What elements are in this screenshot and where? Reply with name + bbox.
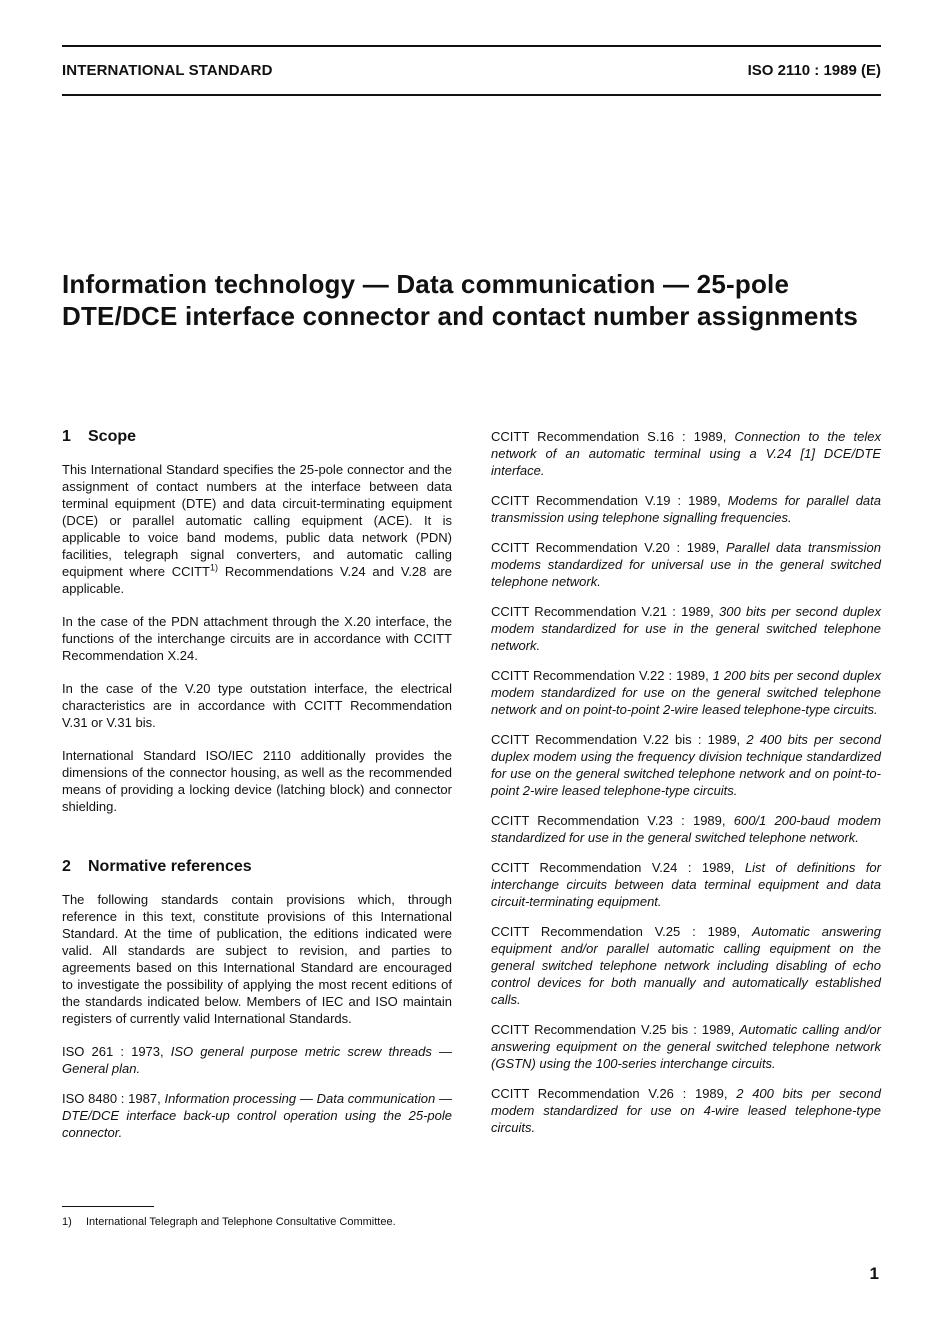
reference-title: Automatic calling and/or answering equipment on the general switched telephone network (GSTN) using the 100-series interchange circuits. <box>491 1022 881 1071</box>
reference-item <box>491 1021 881 1072</box>
reference-id: ISO 8480 : 1987, <box>62 1091 161 1106</box>
footnote-text: International Telegraph and Telephone Consultative Committee. <box>86 1216 396 1228</box>
scope-paragraph-1 <box>62 461 452 597</box>
normative-references-intro: The following standards contain provisions which, through reference in this text, constitute provisions of this International Standard. At the time of publication, the editions indicated were valid. All standards are subject to revision, and parties to agreements based on this International Standard are encouraged to investigate the possibility of applying the most recent editions of the standards indicated below. Members of IEC and ISO maintain registers of currently valid International Standards. <box>62 892 452 1026</box>
reference-title: 2 400 bits per second duplex modem using the frequency division technique standardized for use on the general switched telephone network and on point-to-point 2-wire leased telephone-type circuits. <box>491 732 882 798</box>
reference-title: Connection to the telex network of an automatic terminal using a V.24 [1] DCE/DTE interface. <box>491 429 881 478</box>
reference-item <box>62 1043 452 1077</box>
reference-id: CCITT Recommendation V.19 : 1989, <box>491 493 721 508</box>
right-column <box>491 428 881 1149</box>
reference-item <box>491 923 881 1008</box>
page-number: 1 <box>869 1264 879 1283</box>
reference-id: CCITT Recommendation S.16 : 1989, <box>491 429 727 444</box>
section-2-number: 2 <box>62 858 71 875</box>
reference-id: CCITT Recommendation V.21 : 1989, <box>491 604 714 619</box>
reference-item <box>491 492 881 526</box>
header-bottom-rule <box>62 94 881 96</box>
header-standard-label: INTERNATIONAL STANDARD <box>62 62 273 79</box>
footnote-separator <box>62 1206 154 1207</box>
reference-id: CCITT Recommendation V.22 bis : 1989, <box>491 732 741 747</box>
reference-title: 1 200 bits per second duplex modem standardized for use on the general switched telephone network and on point-to-point 2-wire leased telephone-type circuits. <box>491 668 881 717</box>
reference-title: 2 400 bits per second modem standardized for use on 4-wire leased telephone-type circuits. <box>491 1086 882 1135</box>
left-column <box>62 428 452 1154</box>
reference-title: Modems for parallel data transmission using telephone signalling frequencies. <box>491 493 882 525</box>
reference-item <box>491 428 881 479</box>
reference-id: CCITT Recommendation V.23 : 1989, <box>491 813 726 828</box>
scope-paragraph-2: In the case of the PDN attachment through the X.20 interface, the functions of the interchange circuits are in accordance with CCITT Recommendation X.24. <box>62 614 452 663</box>
reference-item <box>491 731 881 799</box>
section-1-number: 1 <box>62 428 71 445</box>
reference-title: 600/1 200-baud modem standardized for use in the general switched telephone network. <box>491 813 881 845</box>
section-2-title: Normative references <box>88 858 252 875</box>
reference-id: CCITT Recommendation V.25 : 1989, <box>491 924 741 939</box>
header-top-rule <box>62 45 881 47</box>
reference-item <box>491 1085 881 1136</box>
reference-id: CCITT Recommendation V.26 : 1989, <box>491 1086 728 1101</box>
document-title: Information technology — Data communication — 25-pole DTE/DCE interface connector and contact number assignments <box>62 269 859 331</box>
reference-id: CCITT Recommendation V.25 bis : 1989, <box>491 1022 735 1037</box>
footnote-reference-mark: 1) <box>210 562 219 573</box>
scope-p1-text: This International Standard specifies the 25-pole connector and the assignment of contact numbers at the interface between data terminal equipment (DTE) and data circuit-terminating equipment (DCE) or parallel automatic calling equipment (ACE). It is applicable to voice band modems, public data network (PDN) facilities, telegraph signal converters, and automatic calling equipment where CCITT <box>62 462 452 579</box>
scope-paragraph-3: In the case of the V.20 type outstation interface, the electrical characteristics are in accordance with CCITT Recommendation V.31 or V.31 bis. <box>62 681 452 730</box>
section-1-title: Scope <box>88 428 137 445</box>
reference-id: CCITT Recommendation V.20 : 1989, <box>491 540 720 555</box>
reference-title: Automatic answering equipment and/or parallel automatic calling equipment on the general switched telephone network including disabling of echo control devices for both manually and automatically established calls. <box>491 924 881 1007</box>
section-2-heading <box>62 858 452 875</box>
reference-title: List of definitions for interchange circuits between data terminal equipment and data circuit-terminating equipment. <box>491 860 881 909</box>
scope-paragraph-4: International Standard ISO/IEC 2110 additionally provides the dimensions of the connector housing, as well as the recommended means of providing a locking device (latching block) and connector shielding. <box>62 748 452 814</box>
reference-title: 300 bits per second duplex modem standardized for use in the general switched telephone network. <box>491 604 882 653</box>
reference-id: CCITT Recommendation V.24 : 1989, <box>491 860 735 875</box>
reference-item <box>491 539 881 590</box>
reference-title: Information processing — Data communication — DTE/DCE interface back-up control operation using the 25-pole connector. <box>62 1091 452 1140</box>
reference-item <box>491 859 881 910</box>
header-document-number: ISO 2110 : 1989 (E) <box>747 62 881 79</box>
reference-item <box>491 603 881 654</box>
reference-item <box>62 1090 452 1141</box>
scope-p1-text-end: Recommendations V.24 and V.28 are applicable. <box>62 564 452 596</box>
reference-title: ISO general purpose metric screw threads — General plan. <box>62 1044 452 1076</box>
reference-title: Parallel data transmission modems standardized for universal use in the general switched telephone network. <box>491 540 881 589</box>
footnote-mark: 1) <box>62 1216 72 1228</box>
section-1-heading <box>62 428 452 445</box>
reference-id: ISO 261 : 1973, <box>62 1044 164 1059</box>
reference-item <box>491 812 881 846</box>
reference-id: CCITT Recommendation V.22 : 1989, <box>491 668 709 683</box>
footnote <box>62 1216 396 1228</box>
reference-item <box>491 667 881 718</box>
